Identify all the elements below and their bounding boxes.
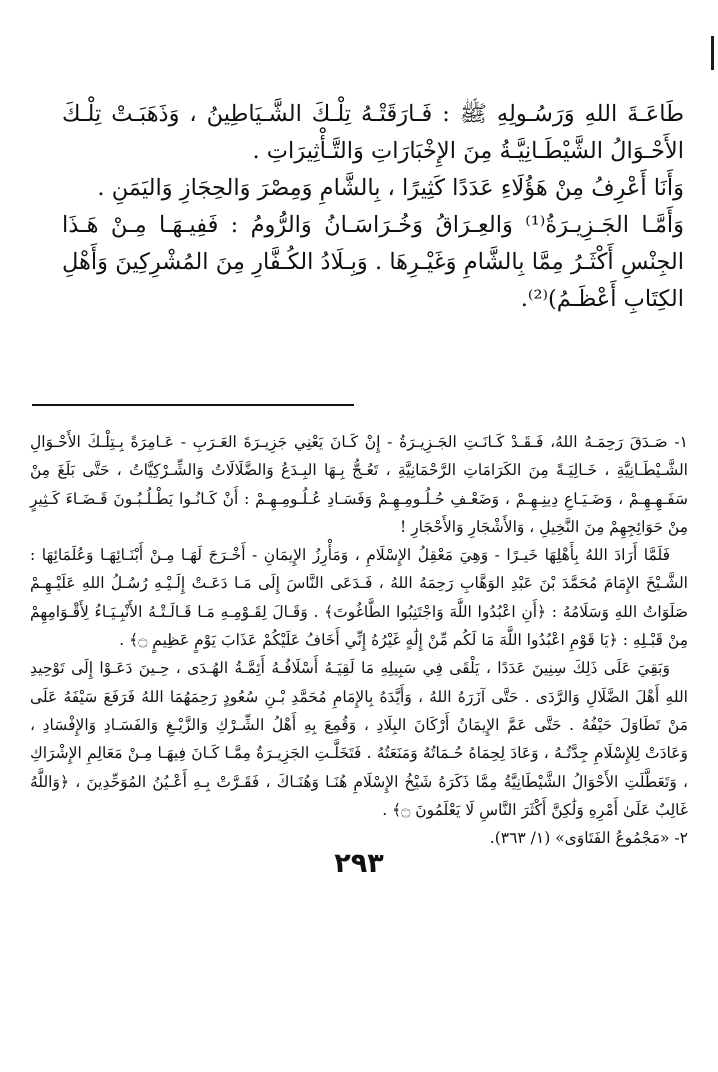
main-paragraph: وَأَنَا أَعْرِفُ مِنْ هَؤُلَاءِ عَدَدًا كَثِيرًا ، بِالشَّامِ وَمِصْرَ وَالحِجَازِ وَاليَمَنِ . [97, 175, 684, 201]
footnote-1-continued: وَبَقِيَ عَلَى ذَلِكَ سِنِينَ عَدَدًا ، يَلْقَى فِي سَبِيلِهِ مَا لَقِيَـهُ أَسْلَافُـهُ أَئِمَّـةُ الهُـدَى ، حِـينَ دَعَـوْا إِلَى تَوْحِيدِ اللهِ أَهْلَ الضَّلَالِ وَالرَّدَى . حَتَّى آزَرَهُ اللهُ ، وَأَيَّدَهُ بِالإِمَامِ مُحَمَّدِ بْـنِ سُعُودٍ رَحِمَهُمَا اللهُ فَرَفَعَ سَيْفَهُ عَلَى مَنْ تَطَاوَلَ حَيْفُهُ . حَتَّى عَمَّ الإِيمَانُ أَرْكَانَ البِلَادِ ، وَقُمِعَ بِهِ أَهْلُ الشِّـرْكِ وَالزَّيْـغِ وَالفَسَـادِ وَالإِفْسَادِ ، وَعَادَتْ لِلإِسْلَامِ جِدَّتُـهُ ، وَعَادَ لِحِمَاهُ حُـمَاتُهُ وَمَنَعَتُهُ . فَتَخَلَّـتِ الجَزِيـرَةُ مِمَّـا كَـانَ فِيهَـا مِـنْ مَعَالِمِ الإِشْرَاكِ ، وَتَعَطَّلَتِ الأَحْوَالُ الشَّيْطَانِيَّةُ مِمَّا ذَكَرَهُ شَيْخُ الإِسْلَامِ هُنَـا وَهُنَـاكَ ، فَقَـرَّتْ بِـهِ أَعْـيُنُ المُوَحِّدِينَ ، ﴿وَاللَّهُ غَالِبٌ عَلَىٰ أَمْرِهِ وَلَٰكِنَّ أَكْثَرَ النَّاسِ لَا يَعْلَمُونَ ۝﴾ . [30, 659, 688, 819]
footnote-1: ١- صَـدَقَ رَحِمَـهُ اللهُ، فَـقَـدْ كَـانَـتِ الجَـزِيـرَةُ - إِنْ كَـانَ يَعْنِي جَزِيـرَةَ العَـرَبِ - عَـامِرَةً بِـتِلْـكَ الأَحْـوَالِ الشَّـيْطَـانِيَّةِ ، خَـالِيَـةً مِنَ الكَرَامَاتِ الرَّحْمَانِيَّةِ ، تَعُـجُّ بِـهَا البِـدَعُ وَالضَّلَالَاتُ وَالشِّـرْكِيَّاتُ ، حَتَّى بَلَغَ مِنْ سَفَـهِـهِـمْ ، وَضَـيَـاعِ دِينِـهِـمْ ، وَضَعْـفِ حُـلُـومِـهِـمْ وَفَسَـادِ عُـلُـومِـهِـمْ : أَنْ كَـانُـوا يَطْـلُـبُـونَ قَـضَـاءَ كَـثِيرٍ مِنْ حَوَائِجِهِمْ مِنَ النَّخِيلِ ، وَالأَشْجَارِ وَالأَحْجَارِ ! [30, 433, 688, 536]
page-number: ٢٩٣ [334, 848, 384, 879]
main-paragraph: وَأَمَّـا الجَـزِيـرَةُ⁽¹⁾ وَالعِـرَاقُ وَخُـرَاسَـانُ وَالرُّومُ : فَفِيـهَـا مِـنْ هَـذَا الجِنْسِ أَكْثَـرُ مِمَّا بِالشَّامِ وَغَيْـرِهَا . وَبِـلَادُ الكُـفَّارِ مِنَ المُشْرِكِينَ وَأَهْلِ الكِتَابِ أَعْظَـمُ)⁽²⁾. [62, 212, 684, 312]
footnote-separator [32, 404, 354, 406]
page-edge-mark [711, 36, 714, 70]
main-text-block [62, 96, 684, 318]
footnote-2: ٢- «مَجْمُوعُ الفَتَاوَى» (١/ ٣٦٣). [489, 829, 688, 848]
footnote-1-continued: فَلَمَّا أَرَادَ اللهُ بِأَهْلِهَا خَيـرًا - وَهِيَ مَعْقِلُ الإِسْلَامِ ، وَمَأْرِزُ الإِيمَانِ - أَخْـرَجَ لَهَـا مِـنْ أَبْنَـائِهَـا وَعُلَمَائِهَا : الشَّـيْخَ الإِمَامَ مُحَمَّدَ بْنَ عَبْدِ الوَهَّابِ رَحِمَهُ اللهُ ، فَـدَعَى النَّاسَ إِلَى مَـا دَعَـتْ إِلَـيْـهِ رُسُـلُ اللهِ عَلَيْـهِـمْ صَلَوَاتُ اللهِ وَسَلَامُهُ : ﴿أَنِ اعْبُدُوا اللَّهَ وَاجْتَنِبُوا الطَّاغُوتَ﴾ . وَقَـالَ لِقَـوْمِـهِ مَـا قَـالَـتْـهُ الأَنْبِـيَـاءُ لِأَقْـوَامِهِمْ مِنْ قَبْـلِهِ : ﴿يَا قَوْمِ اعْبُدُوا اللَّهَ مَا لَكُم مِّنْ إِلَٰهٍ غَيْرُهُ إِنِّي أَخَافُ عَلَيْكُمْ عَذَابَ يَوْمٍ عَظِيمٍ ۝﴾ . [30, 546, 688, 650]
footnotes-block [30, 428, 688, 852]
main-paragraph: طَاعَـةَ اللهِ وَرَسُـولِهِ ﷺ : فَـارَقَتْـهُ تِلْـكَ الشَّـيَاطِينُ ، وَذَهَبَـتْ تِلْـكَ الأَحْـوَالُ الشَّيْطَـانِيَّـةُ مِنَ الإِخْبَارَاتِ وَالتَّـأْثِيرَاتِ . [62, 101, 684, 164]
